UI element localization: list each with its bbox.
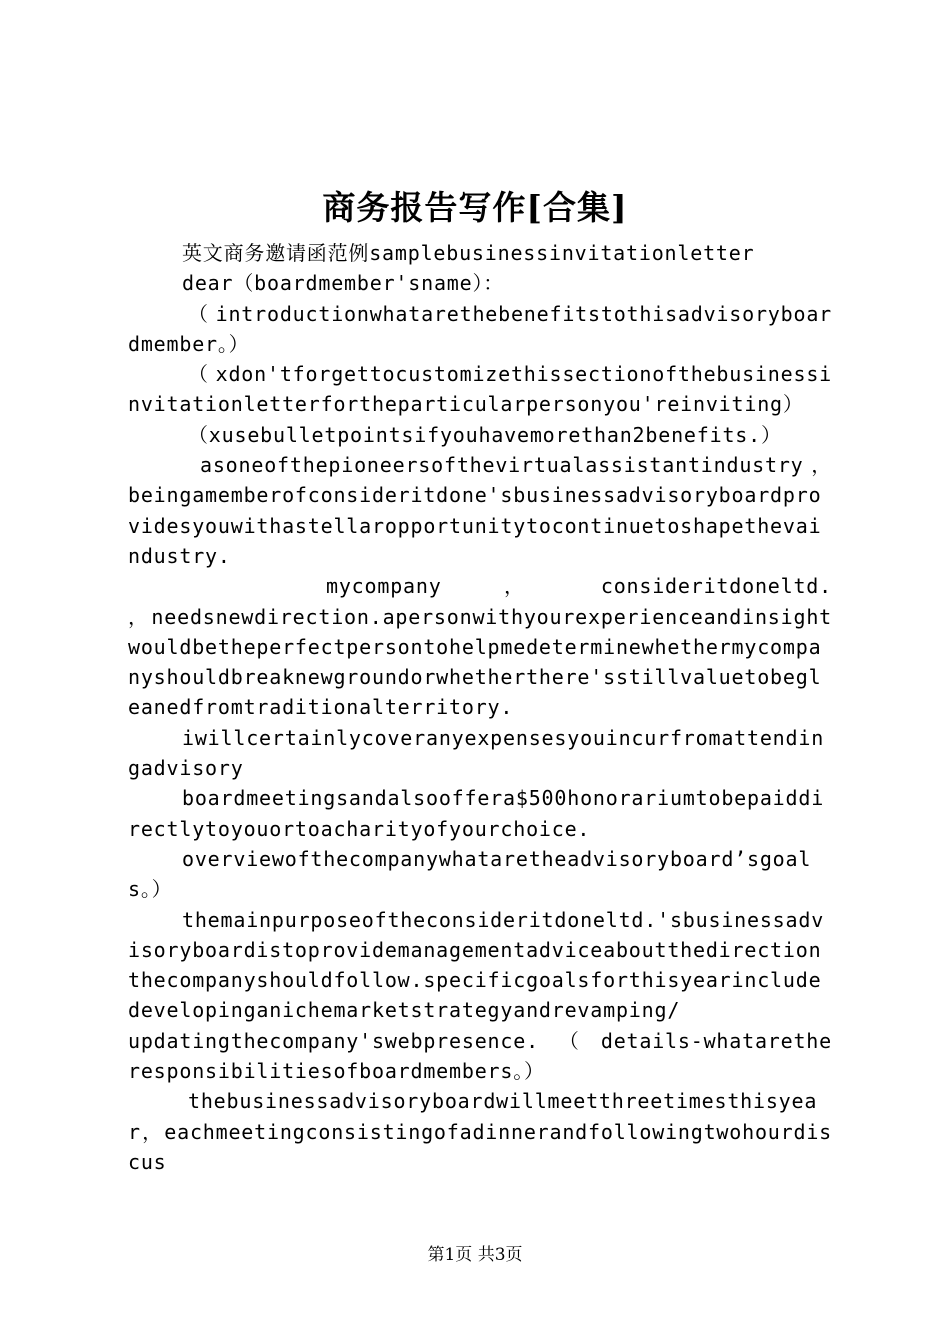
page-title: 商务报告写作[合集] xyxy=(322,188,628,227)
paragraph-heading-line: 英文商务邀请函范例samplebusinessinvitationletter xyxy=(182,241,755,265)
page-number-footer: 第1页 共3页 xyxy=(427,1245,523,1265)
paragraph-main-purpose: themainpurposeoftheconsideritdoneltd.'sbusinessadvisoryboardistoprovidemanagementadviceaboutthedirectionthecompanyshouldfollow.specificgoalsforthisyearincludedevelopinganichemarketstrategyandrevamping/ xyxy=(128,907,825,1023)
paragraph-introduction: （introductionwhatarethebenefitstothisadvisoryboardmember。） xyxy=(128,301,832,356)
paragraph-customize-note: （xdon'tforgettocustomizethissectionofthebusinessinvitationletterfortheparticularpersonyou'reinviting） xyxy=(128,362,832,417)
paragraph-salutation: dear（boardmember'sname）： xyxy=(182,271,505,296)
paragraph-company-direction: mycompany ， consideritdoneltd. ，needsnewdirection.apersonwithyourexperienceandinsightwouldbetheperfectpersontohelpmedeterminewhethermycompanyshouldbreaknewgroundorwhetherthere'sstillvaluetobegleanedfromtraditionalterritory. xyxy=(128,574,832,720)
paragraph-pioneers: asoneofthepioneersofthevirtualassistantindustry，beingamemberofconsideritdone'sbusinessadvisoryboardprovidesyouwithastellaropportunitytocontinuetoshapethevaindustry. xyxy=(128,453,832,568)
paragraph-meetings: thebusinessadvisoryboardwillmeetthreetimesthisyear，eachmeetingconsistingofadinnerandfollowingtwohourdiscus xyxy=(128,1089,832,1174)
paragraph-web-presence: updatingthecompany'swebpresence. （ details-whataretheresponsibilitiesofboardmembers。） xyxy=(128,1028,832,1084)
paragraph-expenses: iwillcertainlycoveranyexpensesyouincurfromattendingadvisory xyxy=(128,725,825,781)
paragraph-honorarium: boardmeetingsandalsooffera$500honorariumtobepaiddirectlytoyouortoacharityofyourchoice. xyxy=(128,786,825,841)
document-body xyxy=(128,238,832,1177)
paragraph-overview: overviewofthecompanywhataretheadvisoryboard’sgoals。） xyxy=(128,846,812,902)
paragraph-bullet-note: （xusebulletpointsifyouhavemorethan2benefits.） xyxy=(188,422,782,447)
